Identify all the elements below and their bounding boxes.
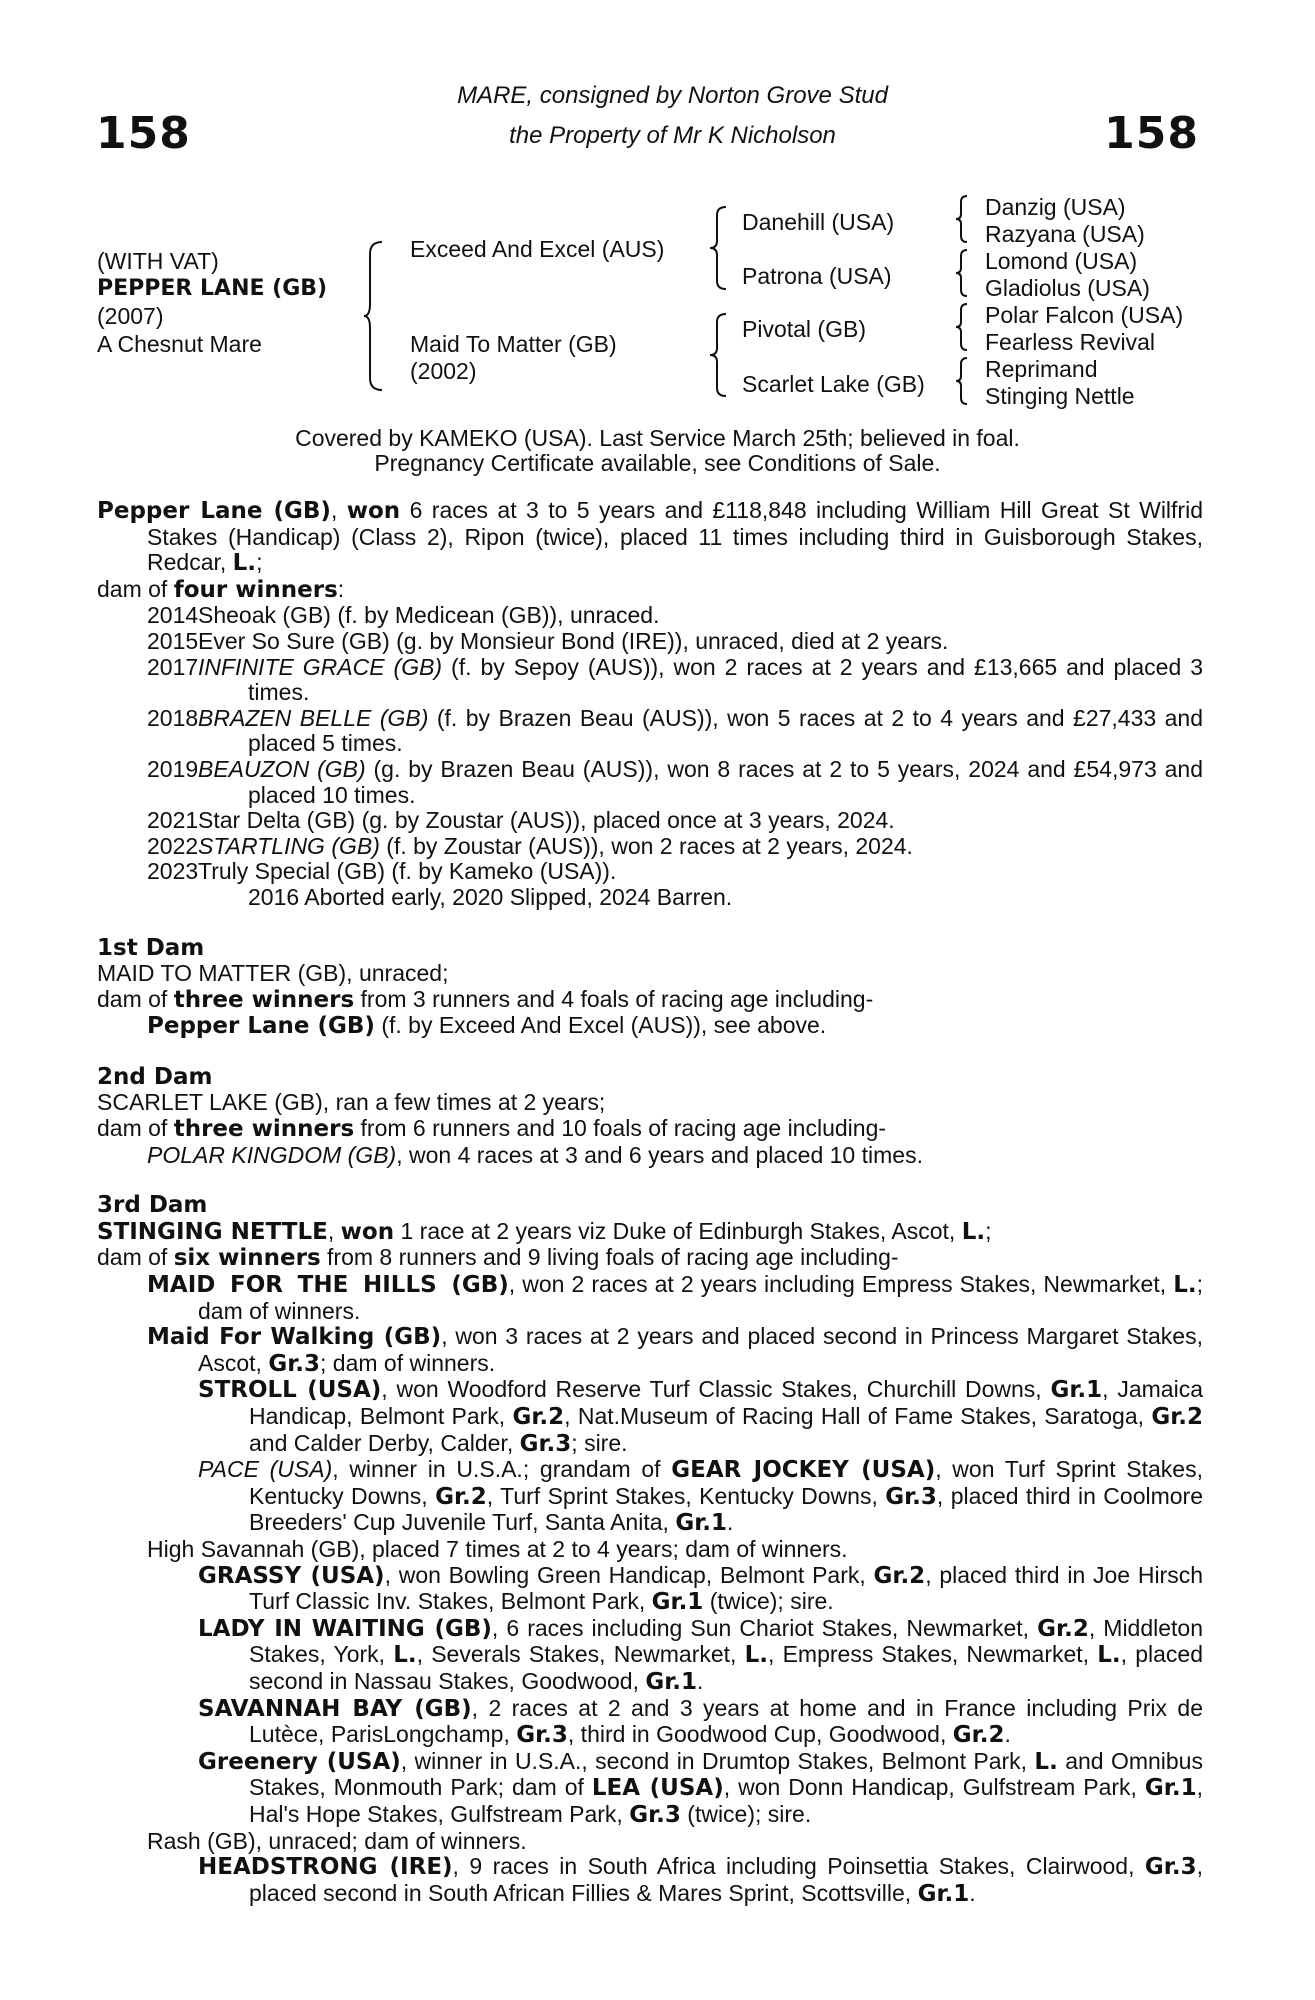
dam-year: (2002) xyxy=(410,358,477,384)
g3-dds: Reprimand xyxy=(985,356,1098,382)
grade: Gr.1 xyxy=(645,1668,698,1695)
grade: L. xyxy=(232,550,257,577)
grade: L. xyxy=(1034,1748,1058,1775)
winners-count: four winners xyxy=(173,576,338,603)
text: , won Bowling Green Handicap, Belmont Park, xyxy=(384,1561,874,1588)
produce-year: 2014 xyxy=(147,602,199,629)
produce-text: (f. by Zoustar (AUS)), won 2 races at 2 years, 2024. xyxy=(379,832,913,859)
entry-maid-for-walking xyxy=(97,1324,1203,1377)
produce-year: 2015 xyxy=(147,627,199,654)
text: , won 2 races at 2 years including Empress Stakes, Newmarket, xyxy=(508,1271,1174,1298)
produce-row xyxy=(97,655,1203,706)
pedigree-brace-g3-4 xyxy=(954,356,970,406)
intro-text: 6 races at 3 to 5 years and £118,848 including William Hill Great St Wilfrid Stakes (Handicap) (Class 2), Ripon (twice), placed 11 times including third in Guisborough Stakes, Redcar, xyxy=(147,497,1203,576)
text: dam of xyxy=(97,985,174,1012)
third-dam-line1 xyxy=(97,1219,1203,1246)
horse-name: GRASSY (USA) xyxy=(198,1562,385,1589)
grade: L. xyxy=(961,1218,986,1245)
grade: Gr.2 xyxy=(1037,1615,1089,1642)
produce-row xyxy=(97,808,1203,834)
entry-savannah-bay xyxy=(97,1696,1203,1749)
grade: Gr.1 xyxy=(917,1880,970,1907)
dam-name: Maid To Matter (GB) xyxy=(410,331,617,357)
vat-label: (WITH VAT) xyxy=(97,248,219,274)
text: . xyxy=(1004,1721,1011,1748)
intro-paragraph: Pepper Lane (GB), won 6 races at 3 to 5 years and £118,848 including William Hill Great St Wilfrid Stakes (Handicap) (Class 2), Ripon (twice), placed 11 times including third in Guisborough Stakes, Redcar, L.; xyxy=(97,497,1203,577)
produce-name: Star Delta (GB) xyxy=(198,807,356,834)
produce-row xyxy=(97,706,1203,757)
text: dam of xyxy=(97,1115,174,1142)
horse-name: STINGING NETTLE xyxy=(97,1218,328,1245)
produce-note: 2016 Aborted early, 2020 Slipped, 2024 Barren. xyxy=(248,883,733,910)
grade: Gr.2 xyxy=(1151,1404,1203,1430)
catalogue-entry xyxy=(97,498,1203,1907)
text: , Empress Stakes, Newmarket, xyxy=(768,1641,1098,1668)
won-label: won xyxy=(340,1218,395,1245)
produce-text: (f. by Medicean (GB)), unraced. xyxy=(330,602,660,629)
text: . xyxy=(697,1667,704,1694)
produce-text: (g. by Zoustar (AUS)), placed once at 3 years, 2024. xyxy=(355,807,895,834)
produce-year: 2022 xyxy=(147,832,199,859)
grade: L. xyxy=(1173,1272,1197,1299)
horse-name: Pepper Lane (GB) xyxy=(147,1013,375,1040)
horse-name: HEADSTRONG (IRE) xyxy=(198,1854,453,1881)
horse-name: LEA (USA) xyxy=(591,1775,724,1802)
horse-name: PEPPER LANE (GB) xyxy=(97,276,328,301)
horse-name: STROLL (USA) xyxy=(198,1377,382,1404)
text: (twice); sire. xyxy=(680,1800,812,1827)
text: and Calder Derby, Calder, xyxy=(249,1429,520,1456)
third-dam-heading: 3rd Dam xyxy=(97,1192,208,1219)
produce-name: INFINITE GRACE (GB) xyxy=(198,653,443,680)
entry-pace xyxy=(97,1457,1203,1537)
text: , Turf Sprint Stakes, Kentucky Downs, xyxy=(486,1482,886,1509)
horse-name: GEAR JOCKEY (USA) xyxy=(671,1457,936,1484)
text: ; dam of winners. xyxy=(320,1349,496,1376)
sire-dam: Patrona (USA) xyxy=(742,263,892,289)
grade: Gr.2 xyxy=(435,1483,487,1510)
text: , won 3 races at 2 years and placed second in Princess Margaret Stakes, Ascot, xyxy=(198,1323,1203,1376)
second-dam-line3 xyxy=(97,1143,1203,1169)
text: , placed second in Nassau Stakes, Goodwood, xyxy=(249,1641,1203,1694)
text: , placed third in Joe Hirsch Turf Classic Inv. Stakes, Belmont Park, xyxy=(249,1561,1203,1615)
text: , won Woodford Reserve Turf Classic Stakes, Churchill Downs, xyxy=(381,1376,1051,1403)
consignor-line: MARE, consigned by Norton Grove Stud xyxy=(457,82,888,109)
grade: Gr.2 xyxy=(512,1404,565,1430)
grade: Gr.3 xyxy=(268,1350,320,1377)
entry-maid-for-the-hills xyxy=(97,1272,1203,1324)
punct: : xyxy=(337,575,345,602)
text: 1 race at 2 years viz Duke of Edinburgh Stakes, Ascot, xyxy=(394,1217,962,1244)
grade: Gr.3 xyxy=(885,1483,937,1510)
produce-row xyxy=(97,603,1203,629)
entry-lady-in-waiting xyxy=(97,1616,1203,1696)
horse-name: Maid For Walking (GB) xyxy=(147,1324,442,1351)
produce-name: STARTLING (GB) xyxy=(198,832,380,859)
horse-name: PACE (USA) xyxy=(198,1456,333,1483)
pedigree-brace-g3-1 xyxy=(954,194,970,244)
produce-row xyxy=(97,859,1203,885)
punct: ; xyxy=(256,549,263,576)
produce-text: (f. by Sepoy (AUS)), won 2 races at 2 years and £13,665 and placed 3 times. xyxy=(248,653,1203,706)
text: (f. by Exceed And Excel (AUS)), see above. xyxy=(374,1012,827,1039)
produce-row xyxy=(97,629,1203,655)
text: , placed third in Coolmore Breeders' Cup Juvenile Turf, Santa Anita, xyxy=(249,1482,1204,1536)
horse-name: LADY IN WAITING (GB) xyxy=(198,1615,492,1642)
text: , 6 races including Sun Chariot Stakes, Newmarket, xyxy=(491,1614,1038,1641)
entry-headstrong xyxy=(97,1854,1203,1907)
text: and Omnibus Stakes, Monmouth Park; dam of xyxy=(249,1747,1203,1801)
grade: Gr.2 xyxy=(952,1722,1005,1749)
text: , third in Goodwood Cup, Goodwood, xyxy=(567,1721,953,1748)
horse-name: Greenery (USA) xyxy=(198,1748,401,1775)
text: ; dam of winners. xyxy=(198,1271,1203,1324)
produce-name: Truly Special (GB) xyxy=(198,858,386,885)
second-dam-line2 xyxy=(97,1116,1203,1143)
produce-year: 2021 xyxy=(147,807,199,834)
horse-year: (2007) xyxy=(97,303,164,329)
text: , Middleton Stakes, York, xyxy=(249,1614,1204,1668)
entry-high-savannah: High Savannah (GB), placed 7 times at 2 to 4 years; dam of winners. xyxy=(147,1535,848,1562)
winners-count: three winners xyxy=(173,986,355,1013)
text: , winner in U.S.A., second in Drumtop Stakes, Belmont Park, xyxy=(400,1747,1035,1774)
g3-dss: Polar Falcon (USA) xyxy=(985,302,1184,328)
text: , placed second in South African Fillies & Mares Sprint, Scottsville, xyxy=(249,1853,1203,1906)
produce-year: 2019 xyxy=(147,755,199,782)
produce-name: Sheoak (GB) xyxy=(198,602,331,629)
second-dam-heading: 2nd Dam xyxy=(97,1063,213,1090)
grade: Gr.1 xyxy=(1050,1377,1103,1404)
pedigree-brace-g3-2 xyxy=(954,248,970,298)
entry-greenery xyxy=(97,1749,1203,1829)
horse-name: MAID FOR THE HILLS (GB) xyxy=(147,1272,509,1299)
grade: L. xyxy=(1097,1642,1121,1669)
produce-year: 2017 xyxy=(147,653,199,680)
produce-year: 2018 xyxy=(147,704,199,731)
text: , won Turf Sprint Stakes, Kentucky Downs, xyxy=(249,1456,1203,1509)
produce-name: Ever So Sure (GB) xyxy=(198,627,390,654)
third-dam-line2 xyxy=(97,1245,1203,1272)
covered-line: Covered by KAMEKO (USA). Last Service March 25th; believed in foal. xyxy=(295,425,1020,451)
text: , Nat.Museum of Racing Hall of Fame Stakes, Saratoga, xyxy=(564,1403,1152,1429)
text: , winner in U.S.A.; grandam of xyxy=(332,1456,672,1483)
text: , won Donn Handicap, Gulfstream Park, xyxy=(723,1774,1145,1801)
produce-text: (f. by Kameko (USA)). xyxy=(385,858,617,885)
text: , Hal's Hope Stakes, Gulfstream Park, xyxy=(249,1774,1203,1827)
entry-grassy xyxy=(97,1563,1203,1616)
text: ; sire. xyxy=(571,1429,628,1456)
produce-text: (g. by Monsieur Bond (IRE)), unraced, died at 2 years. xyxy=(389,627,949,654)
grade: L. xyxy=(744,1642,769,1669)
grade: Gr.3 xyxy=(519,1430,572,1457)
g3-sds: Lomond (USA) xyxy=(985,248,1138,274)
first-dam-line2 xyxy=(97,987,1203,1014)
pedigree-brace-sire xyxy=(708,205,730,291)
grade: Gr.3 xyxy=(629,1801,681,1828)
text: . xyxy=(727,1509,734,1536)
g3-ssd: Razyana (USA) xyxy=(985,221,1145,247)
text: , 9 races in South Africa including Poinsettia Stakes, Clairwood, xyxy=(452,1853,1145,1880)
won-label: won xyxy=(346,498,401,524)
text: , Severals Stakes, Newmarket, xyxy=(416,1641,745,1668)
grade: Gr.1 xyxy=(1144,1775,1197,1802)
text: , xyxy=(327,1217,341,1244)
produce-name: BRAZEN BELLE (GB) xyxy=(198,704,429,731)
second-dam-line1: SCARLET LAKE (GB), ran a few times at 2 years; xyxy=(97,1089,606,1116)
text: ; xyxy=(985,1217,992,1244)
text: (twice); sire. xyxy=(703,1588,834,1615)
produce-name: BEAUZON (GB) xyxy=(198,755,366,782)
text: , won 4 races at 3 and 6 years and placed 10 times. xyxy=(396,1141,923,1168)
horse-name: POLAR KINGDOM (GB) xyxy=(147,1141,397,1168)
entry-stroll xyxy=(97,1377,1203,1457)
produce-year: 2023 xyxy=(147,858,199,885)
lot-number-right: 158 xyxy=(1104,108,1199,159)
text: dam of xyxy=(97,575,174,602)
horse-name: SAVANNAH BAY (GB) xyxy=(198,1695,472,1722)
first-dam-line1: MAID TO MATTER (GB), unraced; xyxy=(97,960,449,987)
first-dam-line3 xyxy=(97,1013,1203,1040)
text: dam of xyxy=(97,1244,174,1271)
text: from 6 runners and 10 foals of racing age including- xyxy=(354,1115,887,1142)
text: , Jamaica Handicap, Belmont Park, xyxy=(249,1376,1203,1429)
grade: Gr.1 xyxy=(651,1589,704,1616)
entry-rash: Rash (GB), unraced; dam of winners. xyxy=(147,1827,527,1854)
pedigree-brace-main xyxy=(362,240,386,392)
dam-of-line xyxy=(97,577,1203,604)
horse-description: A Chesnut Mare xyxy=(97,331,262,357)
winners-count: six winners xyxy=(173,1245,321,1272)
dam-sire: Pivotal (GB) xyxy=(742,316,866,342)
pedigree-brace-dam xyxy=(708,312,730,398)
produce-row xyxy=(97,834,1203,860)
grade: Gr.3 xyxy=(516,1722,568,1749)
grade: Gr.1 xyxy=(675,1510,727,1537)
produce-row xyxy=(97,757,1203,808)
produce-text: (g. by Brazen Beau (AUS)), won 8 races at 2 to 5 years, 2024 and £54,973 and placed 10 times. xyxy=(248,755,1203,808)
text: from 8 runners and 9 living foals of racing age including- xyxy=(320,1244,899,1271)
sire-name: Exceed And Excel (AUS) xyxy=(410,236,665,262)
text: , 2 races at 2 and 3 years at home and in France including Prix de Lutèce, ParisLongchamp, xyxy=(249,1694,1204,1748)
lot-number-left: 158 xyxy=(96,108,191,159)
sire-sire: Danehill (USA) xyxy=(742,209,895,235)
grade: Gr.3 xyxy=(1144,1854,1197,1881)
text: from 3 runners and 4 foals of racing age including- xyxy=(354,985,874,1012)
g3-sss: Danzig (USA) xyxy=(985,194,1126,220)
g3-dsd: Fearless Revival xyxy=(985,329,1155,355)
horse-name-inline: Pepper Lane (GB) xyxy=(97,498,331,524)
g3-ddd: Stinging Nettle xyxy=(985,383,1135,409)
dam-dam: Scarlet Lake (GB) xyxy=(742,371,925,397)
pedigree-brace-g3-3 xyxy=(954,302,970,352)
grade: L. xyxy=(393,1642,417,1669)
produce-text: (f. by Brazen Beau (AUS)), won 5 races at 2 to 4 years and £27,433 and placed 5 times. xyxy=(248,704,1203,757)
grade: Gr.2 xyxy=(873,1562,926,1589)
produce-list xyxy=(97,603,1203,910)
property-line: the Property of Mr K Nicholson xyxy=(509,122,836,149)
g3-sdd: Gladiolus (USA) xyxy=(985,275,1150,301)
text: . xyxy=(969,1879,976,1906)
first-dam-heading: 1st Dam xyxy=(97,934,205,961)
winners-count: three winners xyxy=(173,1116,355,1143)
pregnancy-line: Pregnancy Certificate available, see Conditions of Sale. xyxy=(374,450,941,476)
